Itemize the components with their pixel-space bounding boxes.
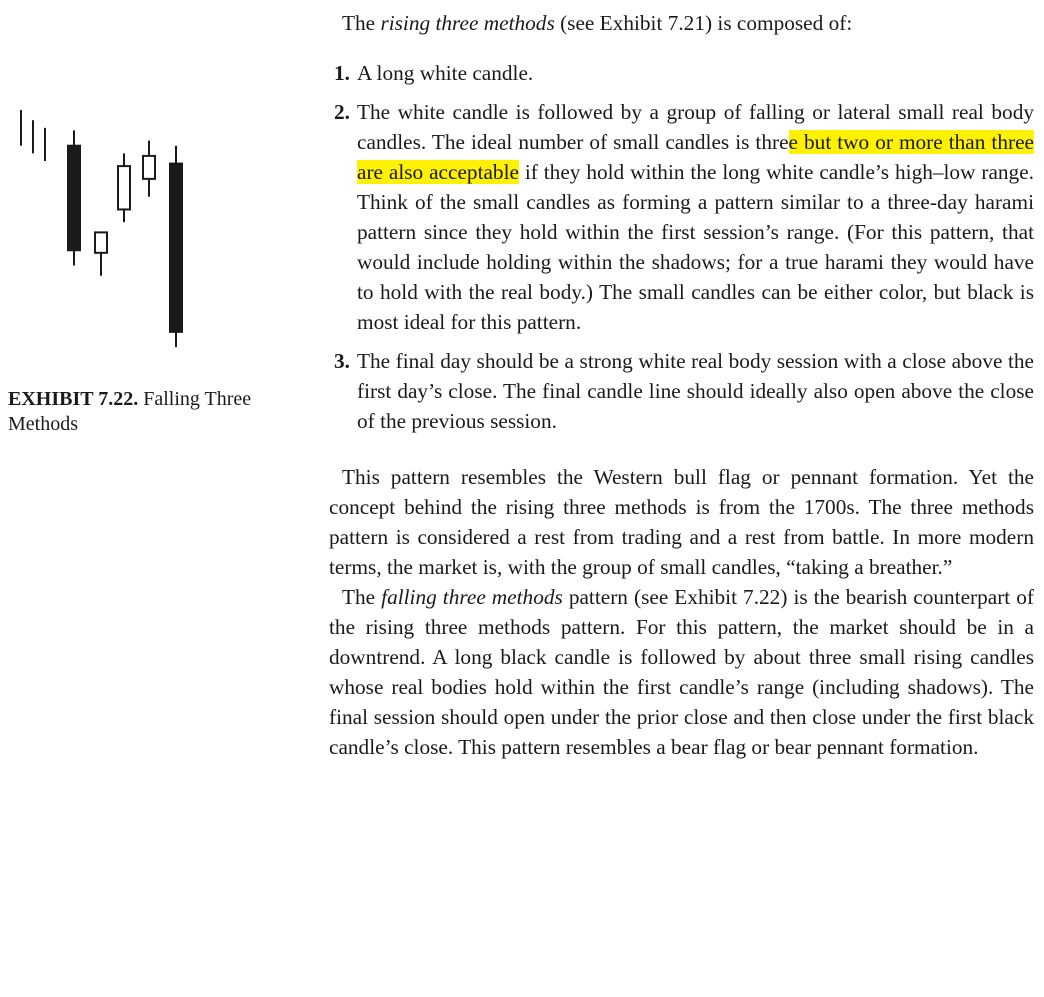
caption-label: EXHIBIT 7.22.	[8, 388, 139, 410]
highlighted-text: e but two or more than three are also acceptable	[357, 130, 1034, 184]
list-item	[329, 346, 1034, 436]
candle-white	[118, 153, 130, 222]
list-item	[329, 58, 1034, 88]
figure-caption	[8, 387, 308, 437]
candle-black	[170, 146, 182, 347]
paragraph	[329, 582, 1034, 762]
list-item	[329, 97, 1034, 337]
para-after: pattern (see Exhibit 7.22) is the bearish counterpart of the rising three methods pattern. For this pattern, the market should be in a downtrend. A long black candle is followed by about three small rising candles whose real bodies hold within the first candle’s range (including shadows). The final session should open under the prior close and then close under the first black candle’s close. This pattern resembles a bear flag or bear pennant formation.	[329, 585, 1035, 759]
list-item-text: The final day should be a strong white real body session with a close above the first day’s close. The final candle line should ideally also open above the close of the previous session.	[357, 349, 1034, 433]
list-number: 3.	[334, 349, 350, 373]
list-item-text: The white candle is followed by a group of falling or lateral small real body candles. The ideal number of small candles is thre	[357, 100, 1034, 154]
para-term: falling three methods	[381, 585, 563, 609]
list-number: 2.	[334, 100, 350, 124]
list-item-text: if they hold within the long white candle’s high–low range. Think of the small candles as forming a pattern similar to a three-day harami pattern since they hold within the first session’s range. (For this pattern, that would include holding within the shadows; for a true harami they would have to hold with the real body.) The small candles can be either color, but black is most ideal for this pattern.	[357, 160, 1034, 334]
main-text	[329, 0, 1034, 762]
intro-term: rising three methods	[380, 11, 555, 35]
pattern-list	[329, 58, 1034, 436]
list-number: 1.	[334, 61, 350, 85]
paragraph: This pattern resembles the Western bull flag or pennant formation. Yet the concept behind the rising three methods is from the 1700s. The three methods pattern is considered a rest from trading and a rest from battle. In more modern terms, the market is, with the group of small candles, “taking a breather.”	[329, 465, 1034, 579]
caption-text: Falling Three Methods	[8, 388, 252, 435]
list-item-text: A long white candle.	[357, 61, 534, 85]
candle-white	[143, 141, 155, 197]
candle-black	[68, 130, 80, 265]
candlestick-figure	[0, 100, 200, 375]
para-before: The	[342, 585, 382, 609]
intro-after: (see Exhibit 7.21) is composed of:	[554, 11, 853, 35]
intro-before: The	[342, 11, 381, 35]
intro-line	[342, 8, 1034, 38]
candle-white	[95, 232, 107, 275]
